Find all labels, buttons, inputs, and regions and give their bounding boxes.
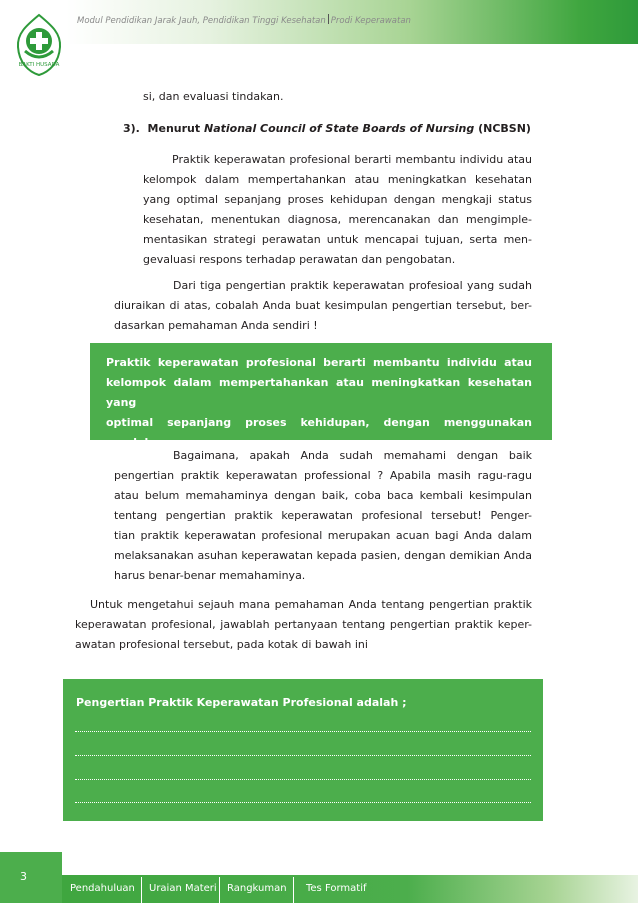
heading-prefix: Menurut: [147, 122, 201, 135]
nav-divider: [141, 877, 142, 903]
paragraph-line: Untuk mengetahui sejauh mana pemahaman Anda tentang pengertian praktik: [90, 598, 532, 611]
paragraph-line: tentang pengertian praktik keperawatan profesional tersebut! Penger-: [114, 509, 532, 522]
nav-tes-formatif[interactable]: Tes Formatif: [306, 883, 367, 894]
nav-uraian-materi[interactable]: Uraian Materi: [149, 883, 217, 894]
paragraph-line: kesehatan, menentukan diagnosa, merencanakan dan mengimple-: [143, 213, 532, 226]
definition-line: Praktik keperawatan profesional berarti membantu individu atau: [106, 356, 532, 369]
answer-line[interactable]: [75, 802, 531, 803]
paragraph-line: harus benar-benar memahaminya.: [114, 569, 306, 582]
paragraph-line: awatan profesional tersebut, pada kotak di bawah ini: [75, 638, 368, 651]
paragraph-line: atau belum memahaminya dengan baik, coba baca kembali kesimpulan: [114, 489, 532, 502]
nav-rangkuman[interactable]: Rangkuman: [227, 883, 287, 894]
answer-box: [63, 679, 543, 821]
svg-text:BAKTI HUSADA: BAKTI HUSADA: [18, 62, 60, 68]
paragraph-line: mentasikan strategi perawatan untuk mencapai tujuan, serta men-: [143, 233, 532, 246]
answer-box-title: Pengertian Praktik Keperawatan Profesional adalah ;: [76, 696, 407, 709]
nav-divider: [293, 877, 294, 903]
definition-line: tan proses keperawatan: [106, 456, 257, 469]
page-number-box: [0, 852, 62, 903]
paragraph-line: tian praktik keperawatan profesional merupakan acuan bagi Anda dalam: [114, 529, 532, 542]
definition-line: optimal sepanjang proses kehidupan, dengan menggunakan pendeka-: [106, 416, 532, 449]
ncbsn-heading: [123, 119, 531, 139]
paragraph-line: gevaluasi respons terhadap perawatan dan pengobatan.: [143, 253, 456, 266]
answer-line[interactable]: [75, 779, 531, 780]
exercise-intro: [75, 595, 532, 655]
paragraph-line: dasarkan pemahaman Anda sendiri !: [114, 319, 318, 332]
paragraph-line: kelompok dalam mempertahankan atau meningkatkan kesehatan: [143, 173, 532, 186]
heading-org: National Council of State Boards of Nursing: [203, 122, 475, 135]
paragraph-line: Dari tiga pengertian praktik keperawatan profesioal yang sudah: [173, 279, 532, 292]
paragraph-line: yang optimal sepanjang proses kehidupan dengan mengkaji status: [143, 193, 532, 206]
answer-line[interactable]: [75, 731, 531, 732]
heading-abbr: (NCBSN): [478, 122, 531, 135]
paragraph-line: melaksanakan asuhan keperawatan kepada pasien, dengan demikian Anda: [114, 549, 532, 562]
paragraph-line: Bagaimana, apakah Anda sudah memahami dengan baik: [173, 449, 532, 462]
answer-line[interactable]: [75, 755, 531, 756]
nav-pendahuluan[interactable]: Pendahuluan: [70, 883, 135, 894]
nav-divider: [219, 877, 220, 903]
paragraph-line: pengertian praktik keperawatan professional ? Apabila masih ragu-ragu: [114, 469, 532, 482]
program-name: Prodi Keperawatan: [330, 16, 411, 26]
understanding-paragraph: [114, 446, 532, 586]
page-number: 3: [20, 870, 27, 883]
definition-line: kelompok dalam mempertahankan atau meningkatkan kesehatan yang: [106, 376, 532, 409]
heading-number: 3).: [123, 122, 140, 135]
intro-line: si, dan evaluasi tindakan.: [143, 90, 284, 103]
running-header: [77, 14, 411, 26]
bakti-husada-logo-icon: [13, 11, 65, 77]
conclusion-prompt: [114, 276, 532, 336]
header-divider: [328, 14, 329, 24]
paragraph-line: Praktik keperawatan profesional berarti membantu individu atau: [172, 153, 532, 166]
ncbsn-paragraph: [143, 150, 532, 270]
paragraph-line: diuraikan di atas, cobalah Anda buat kesimpulan pengertian tersebut, ber-: [114, 299, 532, 312]
paragraph-line: keperawatan profesional, jawablah pertanyaan tentang pengertian praktik keper-: [75, 618, 532, 631]
module-title: Modul Pendidikan Jarak Jauh, Pendidikan Tinggi Kesehatan: [77, 16, 326, 26]
